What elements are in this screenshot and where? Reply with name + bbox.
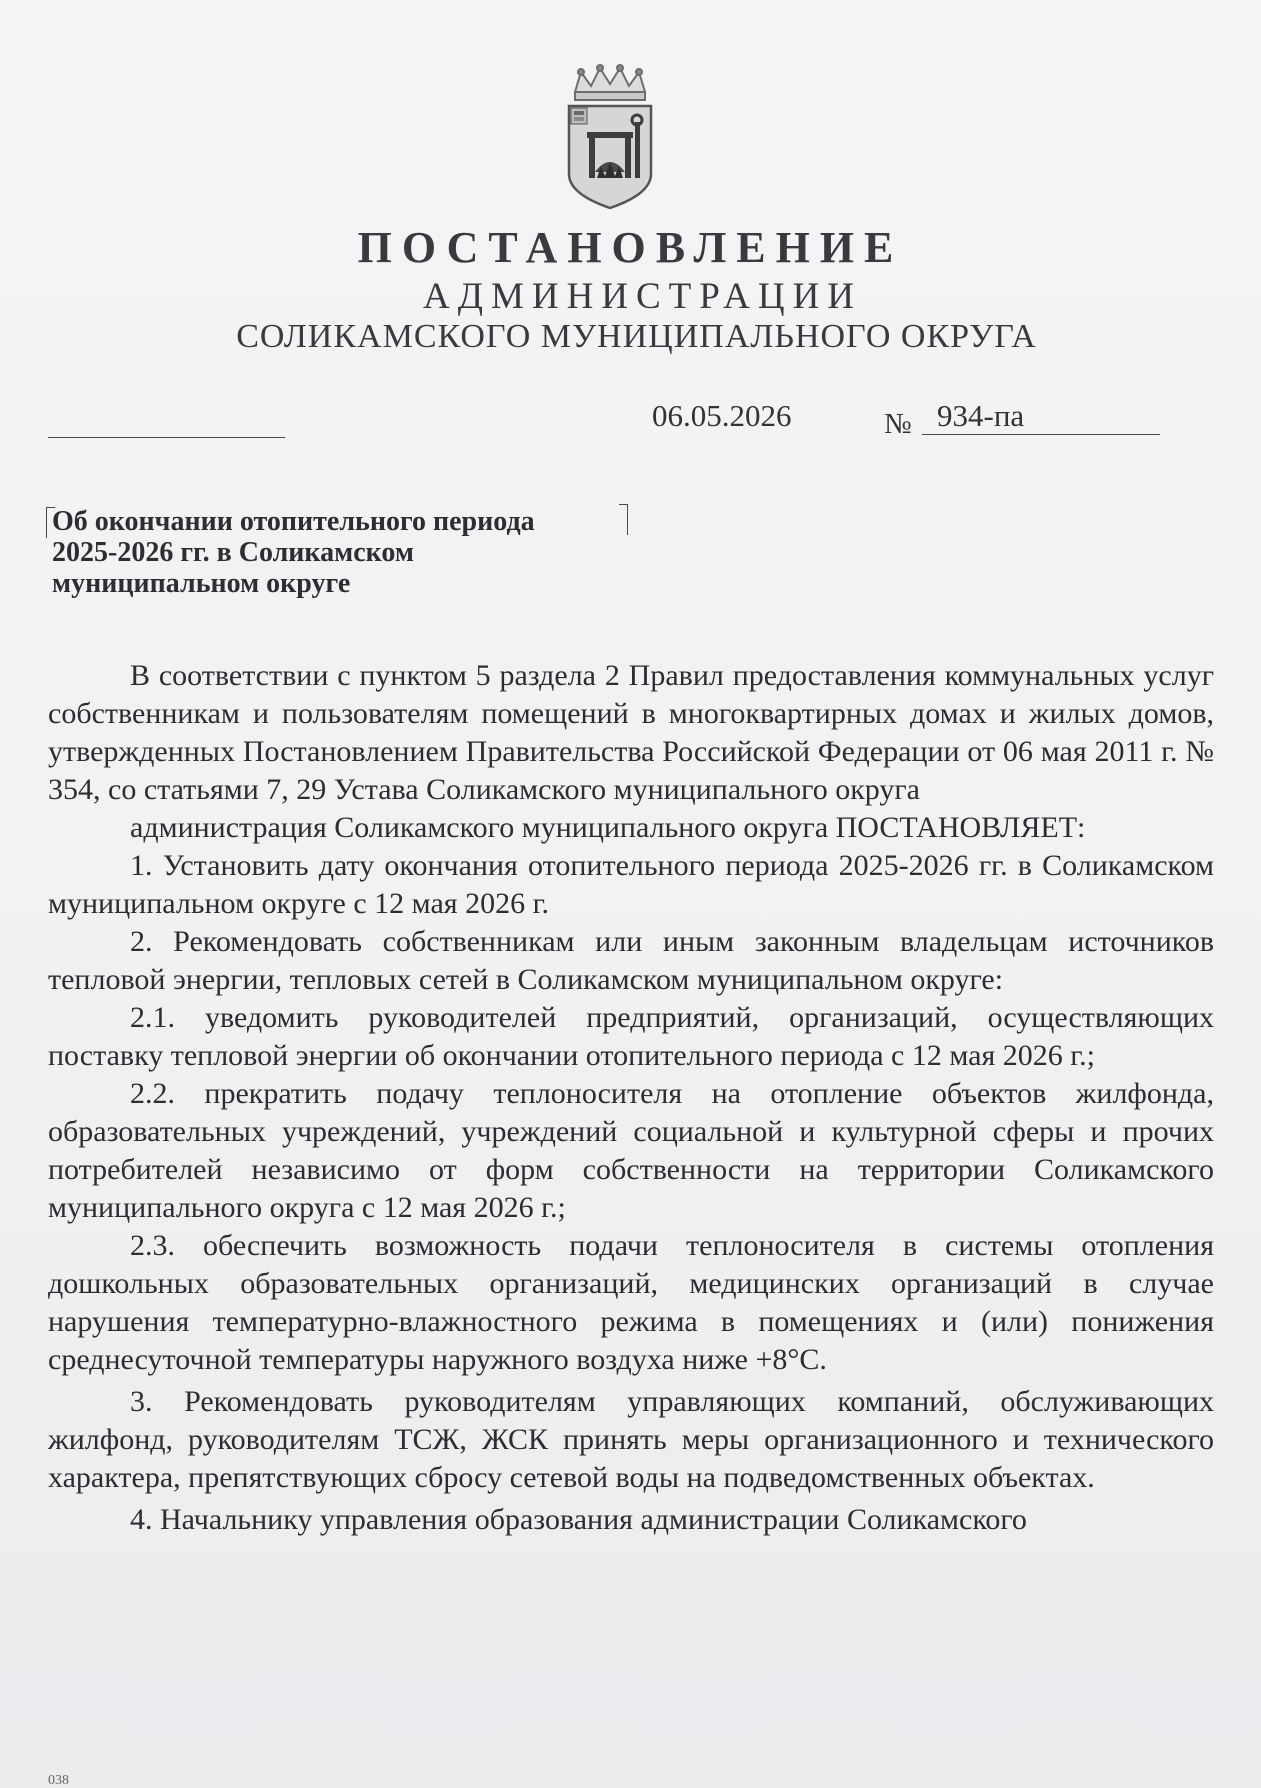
item-4: 4. Начальнику управления образования администрации Соликамского: [130, 1503, 1027, 1536]
document-number: 934-па: [937, 398, 1025, 433]
number-sign: №: [884, 408, 912, 440]
blank-signature-line: [48, 437, 285, 438]
number-underline: [922, 434, 1160, 435]
document-subject: [52, 506, 652, 599]
item-3: 3. Рекомендовать руководителям управляющих компаний, обслуживающих жилфонд, руководителям ТСЖ, ЖСК принять меры организационного и технического характера, препятствующих сбросу сетевой воды на подведомственных объектах.: [48, 1385, 1214, 1494]
document-title: ПОСТАНОВЛЕНИЕ: [357, 223, 904, 272]
subject-line: муниципальном округе: [52, 568, 351, 599]
document-authority: АДМИНИСТРАЦИИ: [422, 276, 863, 317]
document-body: [48, 657, 1214, 1539]
item-2-1: 2.1. уведомить руководителей предприятий, организаций, осуществляющих поставку тепловой энергии об окончании отопительного периода с 12 мая 2026 г.;: [48, 1001, 1214, 1072]
item-2: 2. Рекомендовать собственникам или иным законным владельцам источников тепловой энергии, тепловых сетей в Соликамском муниципальном округе:: [48, 925, 1214, 996]
subject-line: 2025-2026 гг. в Соликамском: [52, 537, 414, 568]
item-1: 1. Установить дату окончания отопительного периода 2025-2026 гг. в Соликамском муниципальном округе с 12 мая 2026 г.: [48, 849, 1214, 920]
document-municipality: СОЛИКАМСКОГО МУНИЦИПАЛЬНОГО ОКРУГА: [236, 318, 1037, 355]
resolves-paragraph: администрация Соликамского муниципального округа ПОСТАНОВЛЯЕТ:: [130, 811, 1086, 844]
subject-line: Об окончании отопительного периода: [52, 506, 535, 537]
item-2-2: 2.2. прекратить подачу теплоносителя на отопление объектов жилфонда, образовательных учреждений, учреждений социальной и культурной сферы и прочих потребителей независимо от форм собственности на территории Соликамского муниципального округа с 12 мая 2026 г.;: [48, 1077, 1214, 1224]
coat-of-arms-icon: [557, 62, 663, 212]
document-date: 06.05.2026: [652, 398, 792, 433]
item-2-3: 2.3. обеспечить возможность подачи теплоносителя в системы отопления дошкольных образовательных организаций, медицинских организаций в случае нарушения температурно-влажностного режима в помещениях и (или) понижения среднесуточной температуры наружного воздуха ниже +8°С.: [48, 1229, 1214, 1376]
page-mark: 038: [48, 1773, 69, 1788]
preamble-paragraph: В соответствии с пунктом 5 раздела 2 Правил предоставления коммунальных услуг собственникам и пользователям помещений в многоквартирных домах и жилых домов, утвержденных Постановлением Правительства Российской Федерации от 06 мая 2011 г. № 354, со статьями 7, 29 Устава Соликамского муниципального округа: [48, 659, 1214, 806]
